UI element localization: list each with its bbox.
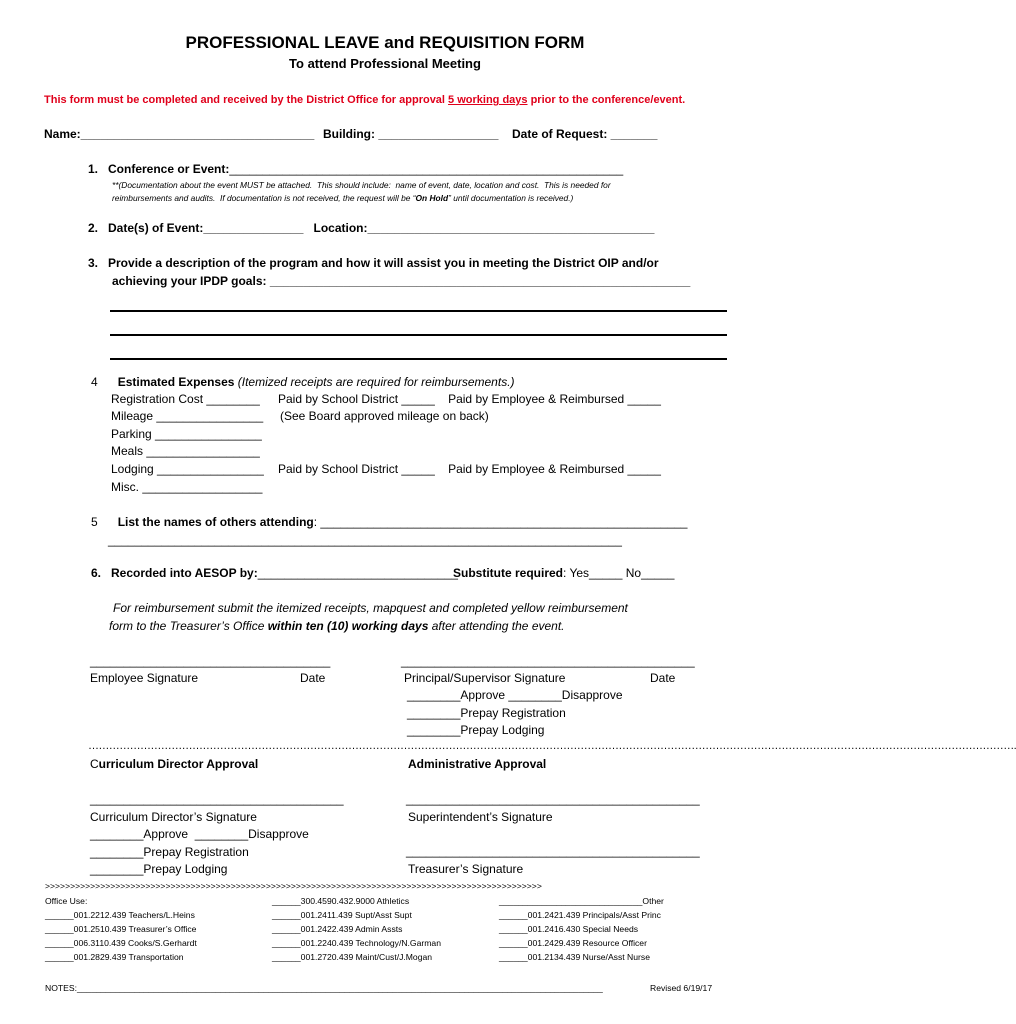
- employee-date-label: Date: [300, 671, 326, 685]
- expenses-label: Estimated Expenses: [117, 375, 235, 389]
- notice-text: This form must be completed and received by the District Office for approval: [44, 94, 449, 106]
- others-attending-field[interactable]: : _______________________________________________________: [313, 515, 688, 529]
- notice-text-end: prior to the conference/event.: [527, 94, 686, 106]
- others-attending-item: [91, 515, 687, 529]
- lodging-field[interactable]: Lodging ________________: [111, 462, 264, 476]
- note-on-hold: On Hold: [415, 193, 449, 203]
- location-field[interactable]: ___________________________________________: [367, 221, 655, 235]
- superintendent-signature-label: Superintendent’s Signature: [408, 810, 553, 824]
- item-number: 5: [91, 515, 98, 529]
- approval-notice: [44, 94, 685, 106]
- description-line-3[interactable]: [110, 358, 727, 360]
- superintendent-signature-line[interactable]: ____________________________________________: [406, 792, 700, 806]
- item-number: 4: [91, 375, 98, 389]
- office-account-code[interactable]: ______001.2240.439 Technology/N.Garman: [272, 938, 441, 948]
- principal-prepay-lodging[interactable]: ________Prepay Lodging: [407, 723, 545, 737]
- dotted-separator: …………………………………………………………………………………………………………………………………………………………………………………………………………………………………………….: [88, 740, 1016, 752]
- ipdp-goals-field[interactable]: achieving your IPDP goals: _______________________________________________________________: [112, 274, 691, 288]
- principal-date-label: Date: [650, 671, 676, 685]
- office-account-code[interactable]: ______001.2829.439 Transportation: [45, 952, 184, 962]
- note-text: reimbursements and audits. If documentation is not received, the request will be “: [112, 193, 416, 203]
- office-account-code[interactable]: ______001.2510.439 Treasurer’s Office: [45, 924, 197, 934]
- revised-date: Revised 6/19/17: [650, 983, 713, 993]
- substitute-label: Substitute required: [453, 566, 564, 580]
- registration-paid-options[interactable]: Paid by School District _____ Paid by Employee & Reimbursed _____: [278, 392, 661, 406]
- office-account-code[interactable]: ______001.2422.439 Admin Assts: [272, 924, 403, 934]
- office-account-code[interactable]: ______001.2720.439 Maint/Cust/J.Mogan: [272, 952, 433, 962]
- employee-signature-line[interactable]: ____________________________________: [90, 654, 331, 668]
- event-dates-item: [88, 221, 654, 235]
- others-attending-label: List the names of others attending: [117, 515, 314, 529]
- conference-event-item: [88, 162, 623, 176]
- reimbursement-note-2: [109, 619, 565, 633]
- heading-rest: urriculum Director Approval: [98, 757, 259, 771]
- principal-approve-options[interactable]: ________Approve ________Disapprove: [407, 688, 623, 702]
- note-deadline: within ten (10) working days: [267, 619, 429, 633]
- reimbursement-note-1: For reimbursement submit the itemized receipts, mapquest and completed yellow reimbursement: [113, 601, 628, 615]
- aesop-item: [91, 566, 458, 580]
- registration-cost-field[interactable]: Registration Cost ________: [111, 392, 260, 406]
- note-text-end: after attending the event.: [428, 619, 565, 633]
- treasurer-signature-line[interactable]: ____________________________________________: [406, 844, 700, 858]
- name-field[interactable]: Name:___________________________________: [44, 127, 315, 141]
- parking-field[interactable]: Parking ________________: [111, 427, 262, 441]
- employee-signature-label: Employee Signature: [90, 671, 199, 685]
- conference-event-field[interactable]: ___________________________________________________________: [229, 162, 624, 176]
- curriculum-signature-label: Curriculum Director’s Signature: [90, 810, 257, 824]
- principal-signature-label: Principal/Supervisor Signature: [404, 671, 566, 685]
- description-line-1[interactable]: [110, 310, 727, 312]
- aesop-field[interactable]: ______________________________: [257, 566, 458, 580]
- note-text-end: ” until documentation is received.): [448, 193, 574, 203]
- office-account-other[interactable]: ______________________________Other: [499, 896, 664, 906]
- form-title: PROFESSIONAL LEAVE and REQUISITION FORM: [185, 33, 585, 52]
- office-account-code[interactable]: ______006.3110.439 Cooks/S.Gerhardt: [45, 938, 197, 948]
- date-of-request-field[interactable]: Date of Request: _______: [512, 127, 658, 141]
- heading-initial: C: [90, 757, 99, 771]
- treasurer-signature-label: Treasurer’s Signature: [408, 862, 524, 876]
- substitute-required: [453, 566, 674, 580]
- description-prompt: 3. Provide a description of the program and how it will assist you in meeting the District OIP and/or: [88, 256, 659, 270]
- principal-signature-line[interactable]: ____________________________________________: [401, 654, 695, 668]
- notes-field[interactable]: NOTES:______________________________________________________________________________________________________________: [45, 983, 603, 993]
- office-account-code[interactable]: ______001.2411.439 Supt/Asst Supt: [272, 910, 412, 920]
- documentation-note-1: **(Documentation about the event MUST be attached. This should include: name of event, date, location and cost. This is needed for: [112, 180, 611, 190]
- office-account-code[interactable]: ______001.2429.439 Resource Officer: [499, 938, 647, 948]
- others-attending-field-2[interactable]: _____________________________________________________________________________: [108, 533, 622, 547]
- form-subtitle: To attend Professional Meeting: [289, 56, 481, 71]
- curriculum-prepay-registration[interactable]: ________Prepay Registration: [90, 845, 249, 859]
- meals-field[interactable]: Meals _________________: [111, 444, 260, 458]
- estimated-expenses-heading: [91, 375, 515, 389]
- lodging-paid-options[interactable]: Paid by School District _____ Paid by Employee & Reimbursed _____: [278, 462, 661, 476]
- conference-event-label: 1. Conference or Event:: [88, 162, 230, 176]
- note-text: form to the Treasurer’s Office: [109, 619, 268, 633]
- curriculum-approve-options[interactable]: ________Approve ________Disapprove: [90, 827, 309, 841]
- administrative-approval-heading: Administrative Approval: [408, 757, 547, 771]
- building-field[interactable]: Building: __________________: [323, 127, 499, 141]
- location-label: Location:: [313, 221, 368, 235]
- office-use-title: Office Use:: [45, 896, 88, 906]
- office-account-code[interactable]: ______001.2421.439 Principals/Asst Princ: [499, 910, 661, 920]
- notice-deadline: 5 working days: [448, 94, 528, 106]
- principal-prepay-registration[interactable]: ________Prepay Registration: [407, 706, 566, 720]
- description-line-2[interactable]: [110, 334, 727, 336]
- event-dates-label: 2. Date(s) of Event:: [88, 221, 204, 235]
- office-account-code[interactable]: ______300.4590.432.9000 Athletics: [272, 896, 410, 906]
- substitute-options[interactable]: : Yes_____ No_____: [563, 566, 675, 580]
- documentation-note-2: [112, 193, 573, 203]
- curriculum-prepay-lodging[interactable]: ________Prepay Lodging: [90, 862, 228, 876]
- office-account-code[interactable]: ______001.2416.430 Special Needs: [499, 924, 639, 934]
- event-dates-field[interactable]: _______________: [203, 221, 304, 235]
- mileage-field[interactable]: Mileage ________________: [111, 409, 264, 423]
- expenses-note: (Itemized receipts are required for reimbursements.): [234, 375, 515, 389]
- mileage-note: (See Board approved mileage on back): [280, 409, 489, 423]
- arrow-separator: >>>>>>>>>>>>>>>>>>>>>>>>>>>>>>>>>>>>>>>>>>>>>>>>>>>>>>>>>>>>>>>>>>>>>>>>>>>>>>>>>>>>>>>>>>>>>>>>>>>: [45, 881, 542, 891]
- office-account-code[interactable]: ______001.2212.439 Teachers/L.Heins: [45, 910, 195, 920]
- office-account-code[interactable]: ______001.2134.439 Nurse/Asst Nurse: [499, 952, 650, 962]
- curriculum-signature-line[interactable]: ______________________________________: [90, 792, 344, 806]
- misc-field[interactable]: Misc. __________________: [111, 480, 263, 494]
- aesop-label: 6. Recorded into AESOP by:: [91, 566, 258, 580]
- curriculum-approval-heading: [90, 757, 258, 771]
